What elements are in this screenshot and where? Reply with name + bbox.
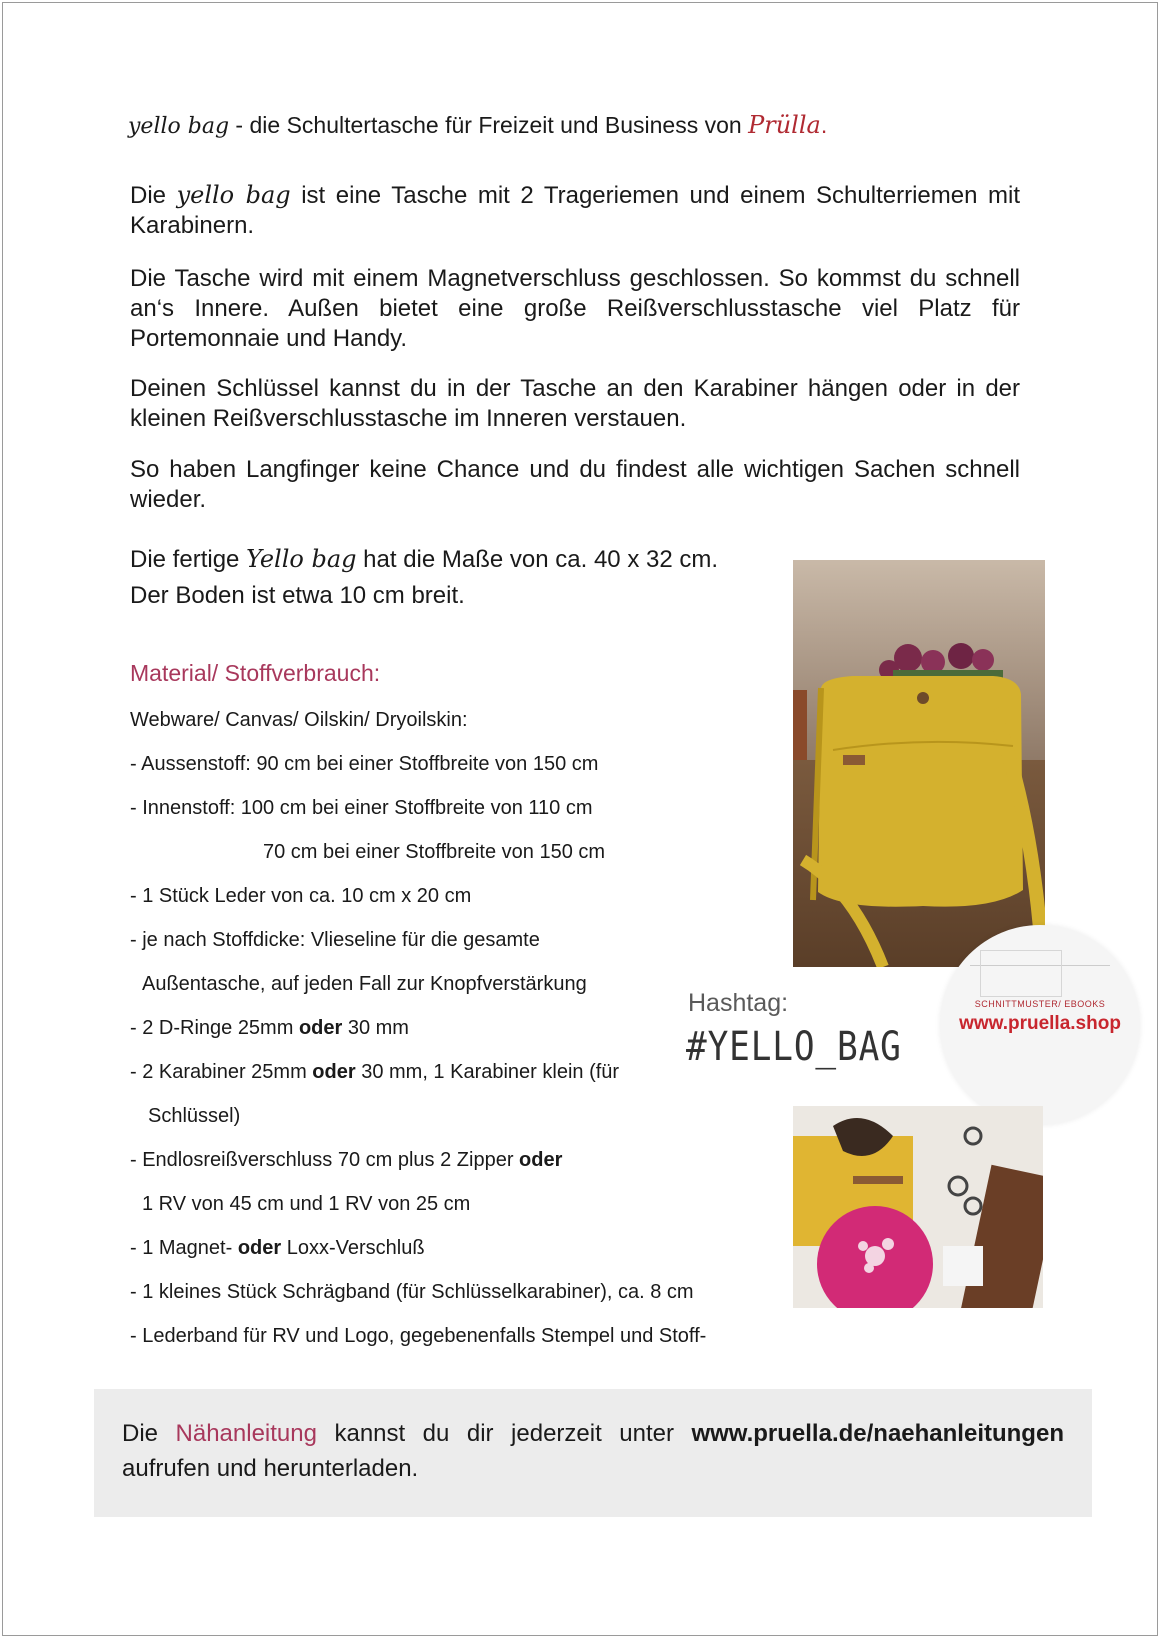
badge-url[interactable]: www.pruella.shop: [959, 1013, 1121, 1034]
footer-prefix: Die: [122, 1420, 176, 1447]
materials-illustration: [793, 1106, 1043, 1308]
or-word: oder: [519, 1149, 563, 1171]
magnet-rest: Loxx-Verschluß: [281, 1237, 425, 1259]
d-rings-text: - 2 D-Ringe 25mm: [130, 1017, 299, 1039]
or-word: oder: [237, 1237, 282, 1259]
intro-paragraph-4: So haben Langfinger keine Chance und du findest alle wichtigen Sachen schnell wieder.: [130, 456, 1020, 513]
dimensions-line-1: [130, 543, 718, 576]
badge-subtitle: SCHNITTMUSTER/ EBOOKS: [974, 999, 1106, 1009]
intro-paragraph-1: [130, 180, 1020, 241]
badge-sketch-box: [980, 950, 1062, 997]
brand-script-text: yello bag: [128, 114, 230, 139]
list-item: - Aussenstoff: 90 cm bei einer Stoffbreite von 150 cm: [130, 753, 599, 775]
zipper-text: - Endlosreißverschluss 70 cm plus 2 Zipper: [130, 1149, 520, 1171]
header-tagline: - die Schultertasche für Freizeit und Business von: [229, 112, 749, 138]
or-word: oder: [312, 1061, 356, 1083]
list-item: [130, 1138, 706, 1182]
intro-p1-prefix: Die: [130, 182, 177, 209]
header-period: .: [820, 112, 828, 138]
list-item: [130, 1226, 706, 1270]
list-item: - Innenstoff: 100 cm bei einer Stoffbreite von 110 cm: [130, 797, 593, 819]
list-item: [130, 1006, 706, 1050]
footer-note-box: [94, 1389, 1092, 1517]
materials-photo: [793, 1106, 1043, 1308]
list-item: - je nach Stoffdicke: Vlieseline für die gesamte: [130, 929, 540, 951]
intro-paragraph-3: Deinen Schlüssel kannst du in der Tasche an den Karabiner hängen oder in der kleinen Reißverschlusstasche im Inneren verstauen.: [130, 375, 1020, 432]
dimensions-prefix: Die fertige: [130, 546, 247, 573]
d-rings-size: 30 mm: [342, 1017, 409, 1039]
intro-p1-rest: ist eine Tasche mit 2 Trageriemen und einem Schulterriemen mit Karabinern.: [130, 182, 1020, 239]
list-item: Außentasche, auf jeden Fall zur Knopfverstärkung: [142, 973, 587, 995]
footer-note-text: [122, 1416, 1064, 1486]
maker-script-text: Prülla: [748, 111, 821, 139]
list-item: - Lederband für RV und Logo, gegebenenfalls Stempel und Stoff-: [130, 1325, 707, 1347]
material-list: [130, 698, 706, 1358]
list-item: - 1 Stück Leder von ca. 10 cm x 20 cm: [130, 885, 472, 907]
footer-middle: kannst du dir jederzeit unter: [316, 1420, 692, 1447]
intro-p1-script: yello bag: [176, 181, 291, 209]
yellow-bag-photo: [793, 560, 1045, 967]
footer-url-link[interactable]: www.pruella.de/naehanleitungen: [691, 1420, 1064, 1447]
material-heading: Material/ Stoffverbrauch:: [130, 660, 381, 686]
list-item: 1 RV von 45 cm und 1 RV von 25 cm: [142, 1193, 471, 1215]
karabiner-size: 30 mm, 1 Karabiner klein (für: [355, 1061, 620, 1083]
yellow-bag-illustration: [793, 560, 1045, 967]
list-item: [130, 1050, 706, 1094]
karabiner-text: - 2 Karabiner 25mm: [130, 1061, 313, 1083]
list-item: Schlüssel): [148, 1105, 241, 1127]
footer-suffix: aufrufen und herunterladen.: [122, 1455, 419, 1482]
list-item: - 1 kleines Stück Schrägband (für Schlüsselkarabiner), ca. 8 cm: [130, 1281, 694, 1303]
dimensions-line-2: Der Boden ist etwa 10 cm breit.: [130, 582, 465, 609]
dimensions-rest: hat die Maße von ca. 40 x 32 cm.: [356, 546, 719, 573]
list-item: 70 cm bei einer Stoffbreite von 150 cm: [263, 841, 606, 863]
footer-link-word[interactable]: Nähanleitung: [175, 1420, 317, 1447]
or-word: oder: [298, 1017, 343, 1039]
header-line: [128, 110, 827, 142]
hashtag-label: Hashtag:: [688, 989, 789, 1017]
magnet-text: - 1 Magnet-: [130, 1237, 238, 1259]
fabric-types: Webware/ Canvas/ Oilskin/ Dryoilskin:: [130, 709, 468, 731]
hashtag-tag: #YELLO_BAG: [686, 1024, 902, 1070]
intro-paragraph-2: Die Tasche wird mit einem Magnetverschluss geschlossen. So kommst du schnell an‘s Innere. Außen bietet eine große Reißverschlusstasche viel Platz für Portemonnaie und Handy.: [130, 265, 1020, 352]
dimensions-script: Yello bag: [246, 545, 357, 573]
shop-badge[interactable]: [940, 925, 1140, 1125]
